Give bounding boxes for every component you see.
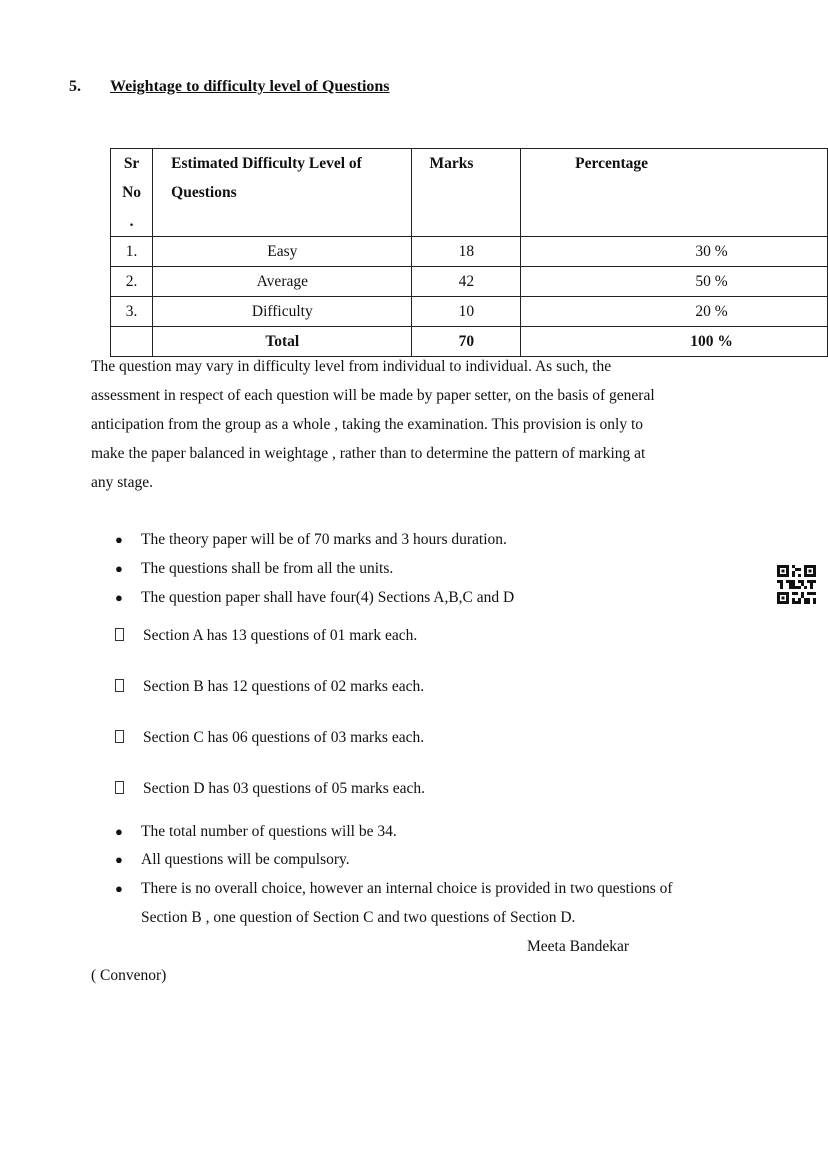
qr-code-icon xyxy=(777,565,816,604)
header-sr-no: Sr No . xyxy=(111,149,153,237)
section-list-item: Section C has 06 questions of 03 marks each. xyxy=(115,723,424,752)
table-row xyxy=(111,237,828,267)
header-marks: Marks xyxy=(412,149,521,237)
signature-role: ( Convenor) xyxy=(91,967,167,984)
box-icon xyxy=(115,628,124,641)
cell-level: Difficulty xyxy=(153,297,412,327)
list-item: ● The theory paper will be of 70 marks and 3 hours duration. xyxy=(115,525,507,554)
section-list-item: Section D has 03 questions of 05 marks each. xyxy=(115,774,425,803)
list-item: ● There is no overall choice, however an internal choice is provided in two questions of xyxy=(115,874,673,903)
cell-percentage: 50 % xyxy=(521,267,828,297)
section-list-item: Section B has 12 questions of 02 marks each. xyxy=(115,672,424,701)
cell-percentage: 20 % xyxy=(521,297,828,327)
table-row xyxy=(111,297,828,327)
cell-level: Average xyxy=(153,267,412,297)
bullet-icon: ● xyxy=(115,852,123,867)
bullet-icon: ● xyxy=(115,824,123,839)
difficulty-table xyxy=(110,148,828,357)
list-item: ● The questions shall be from all the units. xyxy=(115,554,393,583)
cell-marks: 10 xyxy=(412,297,521,327)
cell-sr: 3. xyxy=(111,297,153,327)
box-icon xyxy=(115,781,124,794)
signature-name: Meeta Bandekar xyxy=(527,938,629,955)
cell-sr: 1. xyxy=(111,237,153,267)
bullet-icon: ● xyxy=(115,561,123,576)
list-item: ● All questions will be compulsory. xyxy=(115,845,350,874)
cell-marks: 42 xyxy=(412,267,521,297)
box-icon xyxy=(115,679,124,692)
cell-marks: 18 xyxy=(412,237,521,267)
cell-percentage: 30 % xyxy=(521,237,828,267)
list-item: ● The total number of questions will be 34. xyxy=(115,817,397,846)
header-difficulty: Estimated Difficulty Level of Questions xyxy=(153,149,412,237)
cell-sr: 2. xyxy=(111,267,153,297)
bullet-icon: ● xyxy=(115,881,123,896)
box-icon xyxy=(115,730,124,743)
section-list-item: Section A has 13 questions of 01 mark each. xyxy=(115,621,417,650)
bullet-icon: ● xyxy=(115,532,123,547)
total-percentage: 100 % xyxy=(521,327,828,357)
section-number: 5. xyxy=(69,78,81,95)
cell-level: Easy xyxy=(153,237,412,267)
bullet-icon: ● xyxy=(115,590,123,605)
section-title: Weightage to difficulty level of Questions xyxy=(110,78,390,95)
list-item-continuation: Section B , one question of Section C and two questions of Section D. xyxy=(141,909,576,926)
total-label: Total xyxy=(153,327,412,357)
difficulty-note-paragraph: The question may vary in difficulty level from individual to individual. As such, the assessment in respect of each question will be made by paper setter, on the basis of general anticipation from the group as a whole , taking the examination. This provision is only to make the paper balanced in weightage , rather than to determine the pattern of marking at any stage. xyxy=(91,358,655,491)
total-marks: 70 xyxy=(412,327,521,357)
table-row xyxy=(111,267,828,297)
list-item: ● The question paper shall have four(4) Sections A,B,C and D xyxy=(115,583,514,612)
table-header-row xyxy=(111,149,828,237)
header-percentage: Percentage xyxy=(521,149,828,237)
